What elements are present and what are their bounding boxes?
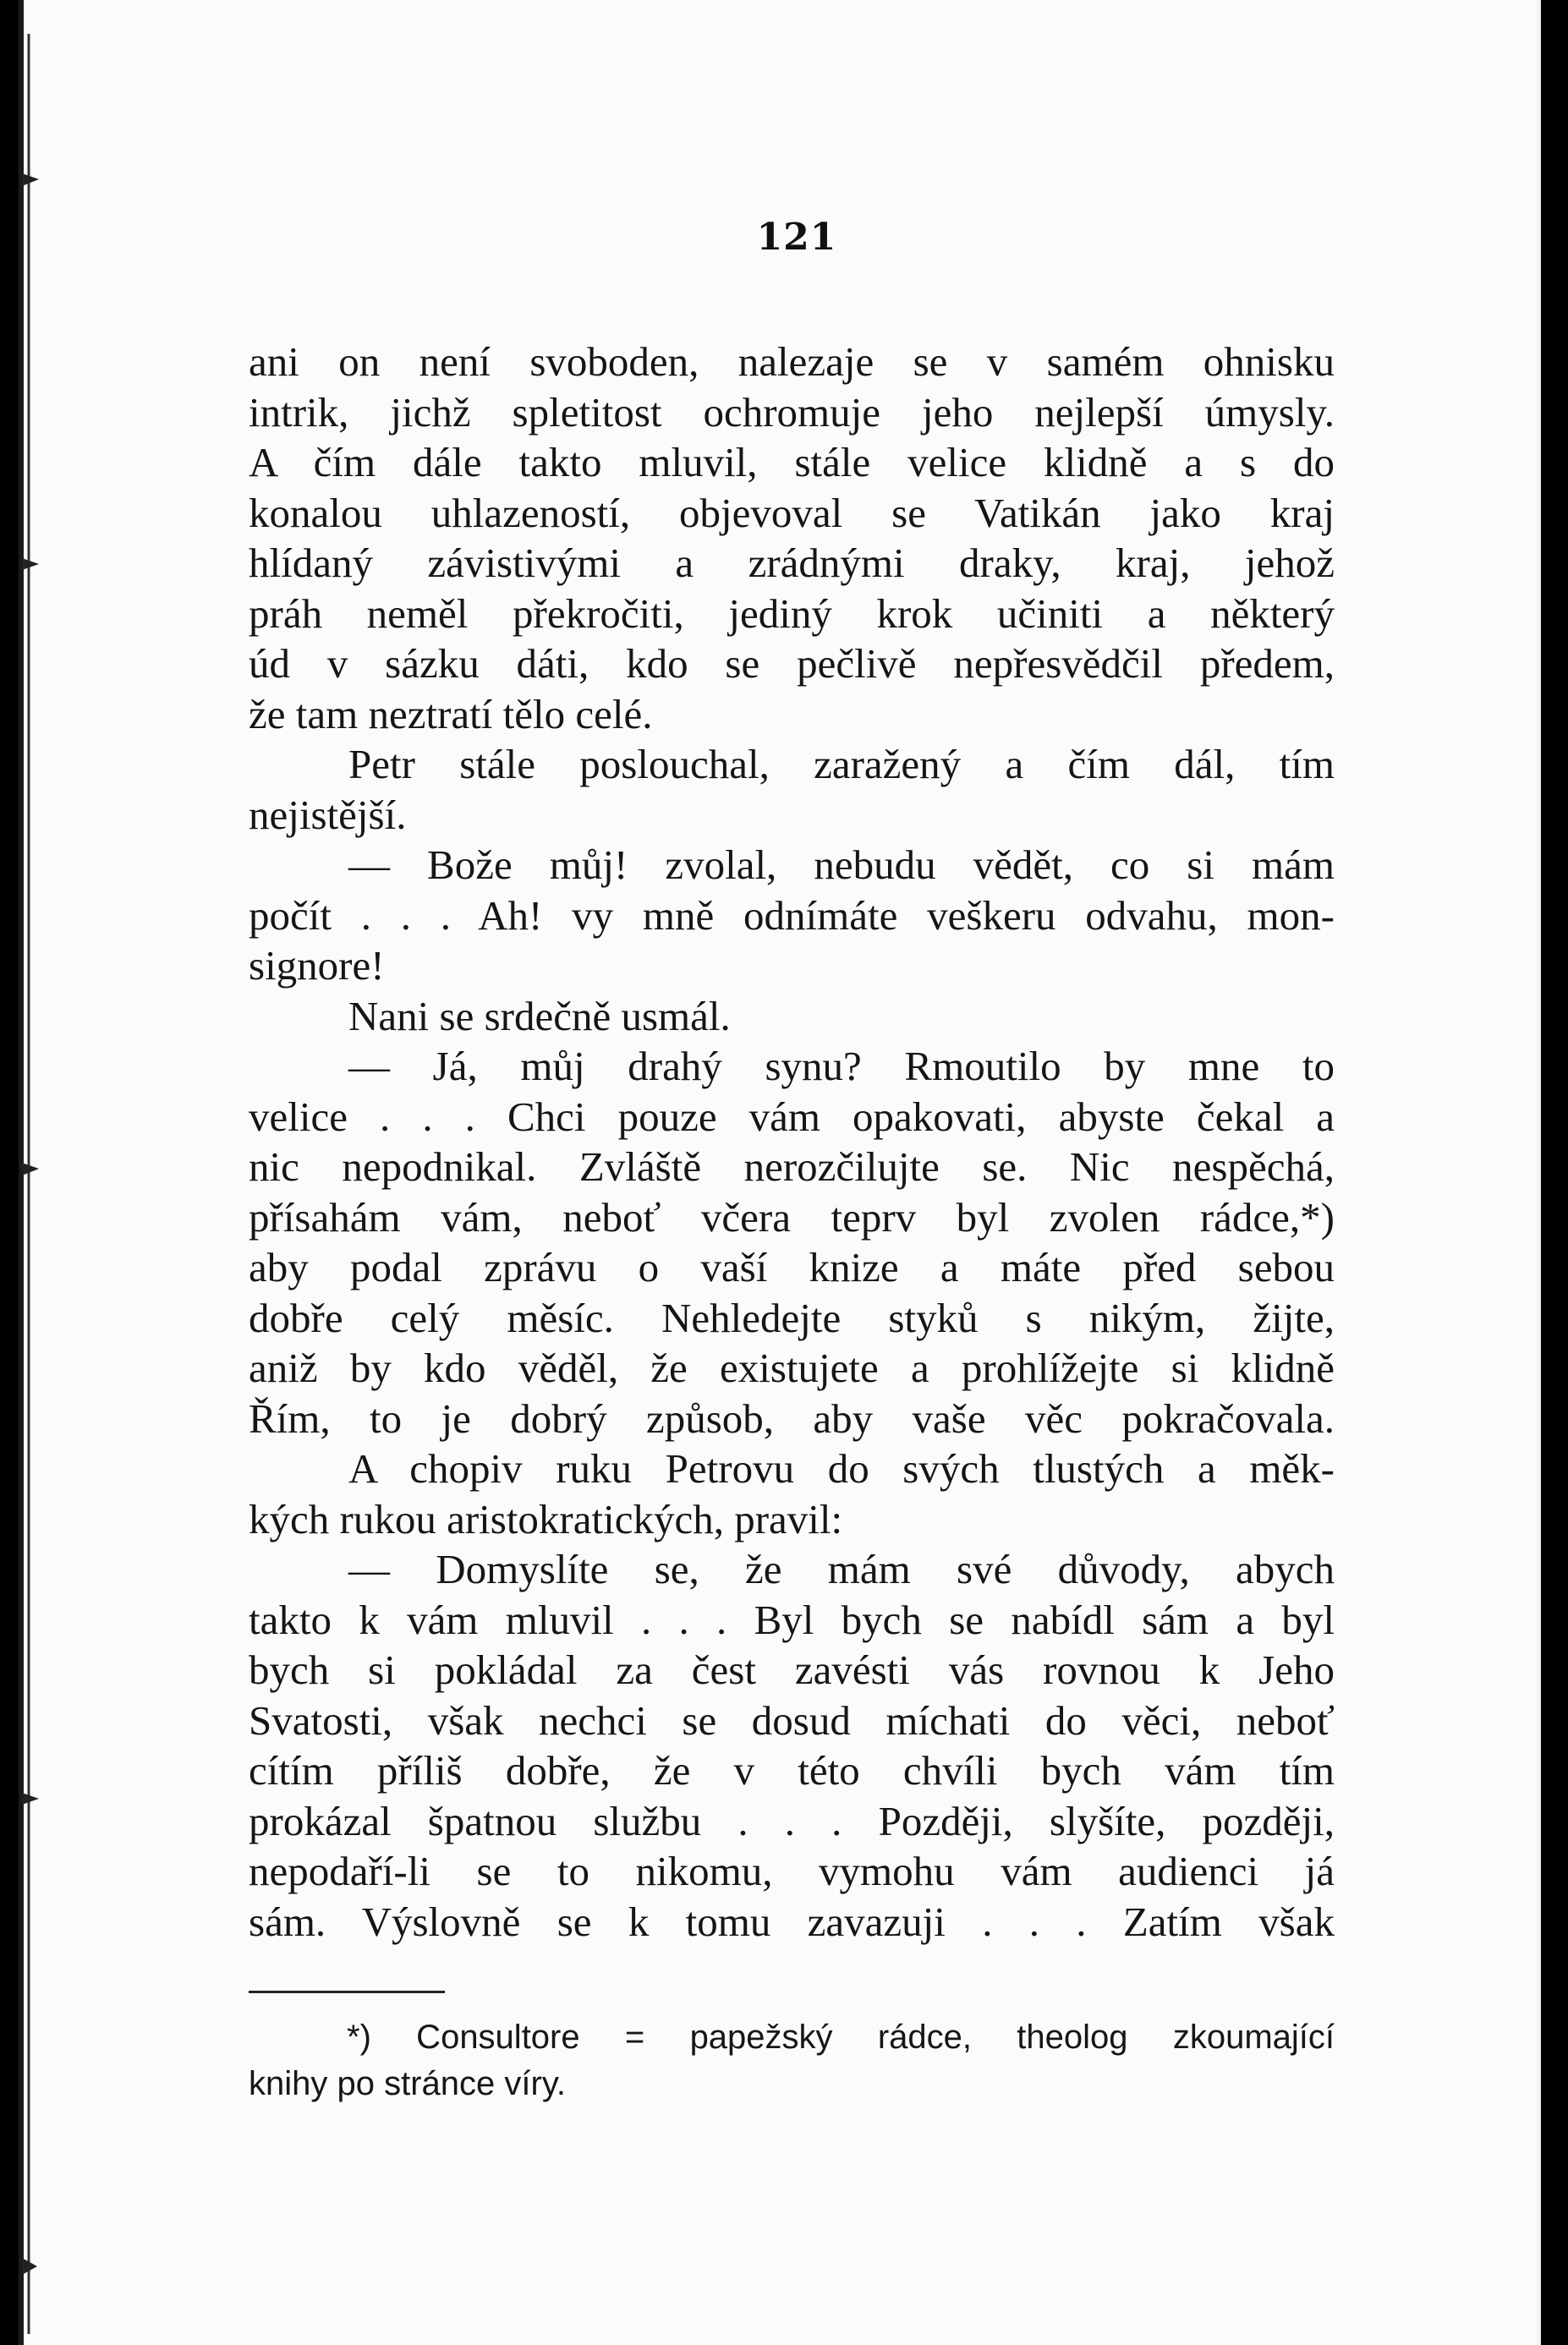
- text-line: takto k vám mluvil . . . Byl bych se nabídl sám a byl: [249, 1596, 1335, 1643]
- text-line: — Domyslíte se, že mám své důvody, abych: [348, 1546, 1335, 1592]
- text-line: Petr stále poslouchal, zaražený a čím dál, tím: [348, 741, 1335, 787]
- text-line: že tam neztratí tělo celé.: [249, 690, 653, 737]
- text-line: sám. Výslovně se k tomu zavazuji . . . Zatím však: [249, 1898, 1335, 1945]
- binding-edge-marks: [19, 0, 47, 2345]
- footnote-line: knihy po stránce víry.: [249, 2065, 566, 2102]
- text-line: dobře celý měsíc. Nehledejte styků s nikým, žijte,: [249, 1294, 1335, 1341]
- text-line: prokázal špatnou službu . . . Později, slyšíte, později,: [249, 1797, 1335, 1844]
- text-line: bych si pokládal za čest zavésti vás rovnou k Jeho: [249, 1646, 1335, 1693]
- text-line: A chopiv ruku Petrovu do svých tlustých a měk-: [348, 1445, 1335, 1492]
- text-line: nepodaří-li se to nikomu, vymohu vám audienci já: [249, 1848, 1335, 1894]
- footnote-line: *) Consultore = papežský rádce, theolog zkoumající: [347, 2019, 1335, 2056]
- text-line: aby podal zprávu o vaší knize a máte před sebou: [249, 1244, 1335, 1290]
- text-line: úd v sázku dáti, kdo se pečlivě nepřesvědčil předem,: [249, 640, 1335, 687]
- text-line: konalou uhlazeností, objevoval se Vatikán jako kraj: [249, 489, 1335, 536]
- text-line: práh neměl překročiti, jediný krok učiniti a některý: [249, 589, 1335, 637]
- text-line: aniž by kdo věděl, že existujete a prohlížejte si klidně: [249, 1345, 1335, 1391]
- text-line: hlídaný závistivými a zrádnými draky, kraj, jehož: [249, 540, 1335, 586]
- page-gutter-shadow: [1534, 0, 1568, 2345]
- text-line: A čím dále takto mluvil, stále velice klidně a s do: [249, 439, 1335, 485]
- text-line: nic nepodnikal. Zvláště nerozčilujte se. Nic nespěchá,: [249, 1143, 1335, 1190]
- text-line: nejistější.: [249, 791, 407, 838]
- text-line: kých rukou aristokratických, pravil:: [249, 1495, 843, 1542]
- text-line: cítím příliš dobře, že v této chvíli bych vám tím: [249, 1747, 1335, 1794]
- footnote-divider: [249, 1991, 445, 1993]
- text-line: velice . . . Chci pouze vám opakovati, abyste čekal a: [249, 1093, 1335, 1140]
- text-line: — Já, můj drahý synu? Rmoutilo by mne to: [348, 1043, 1335, 1089]
- text-line: — Bože můj! zvolal, nebudu vědět, co si mám: [348, 841, 1335, 888]
- page-number: 121: [756, 216, 837, 259]
- text-line: signore!: [249, 942, 385, 989]
- text-line: Nani se srdečně usmál.: [348, 992, 731, 1039]
- text-line: přísahám vám, neboť včera teprv byl zvolen rádce,*): [249, 1193, 1335, 1241]
- text-line: Řím, to je dobrý způsob, aby vaše věc pokračovala.: [249, 1394, 1335, 1442]
- text-line: Svatosti, však nechci se dosud míchati do věci, neboť: [249, 1696, 1335, 1744]
- footnote: [249, 2014, 1335, 2107]
- book-page: [19, 0, 1541, 2345]
- body-text: [249, 337, 1335, 1947]
- text-line: intrik, jichž spletitost ochromuje jeho nejlepší úmysly.: [249, 388, 1335, 436]
- text-line: počít . . . Ah! vy mně odnímáte veškeru odvahu, mon-: [249, 891, 1335, 939]
- text-line: ani on není svoboden, nalezaje se v samém ohnisku: [249, 338, 1335, 385]
